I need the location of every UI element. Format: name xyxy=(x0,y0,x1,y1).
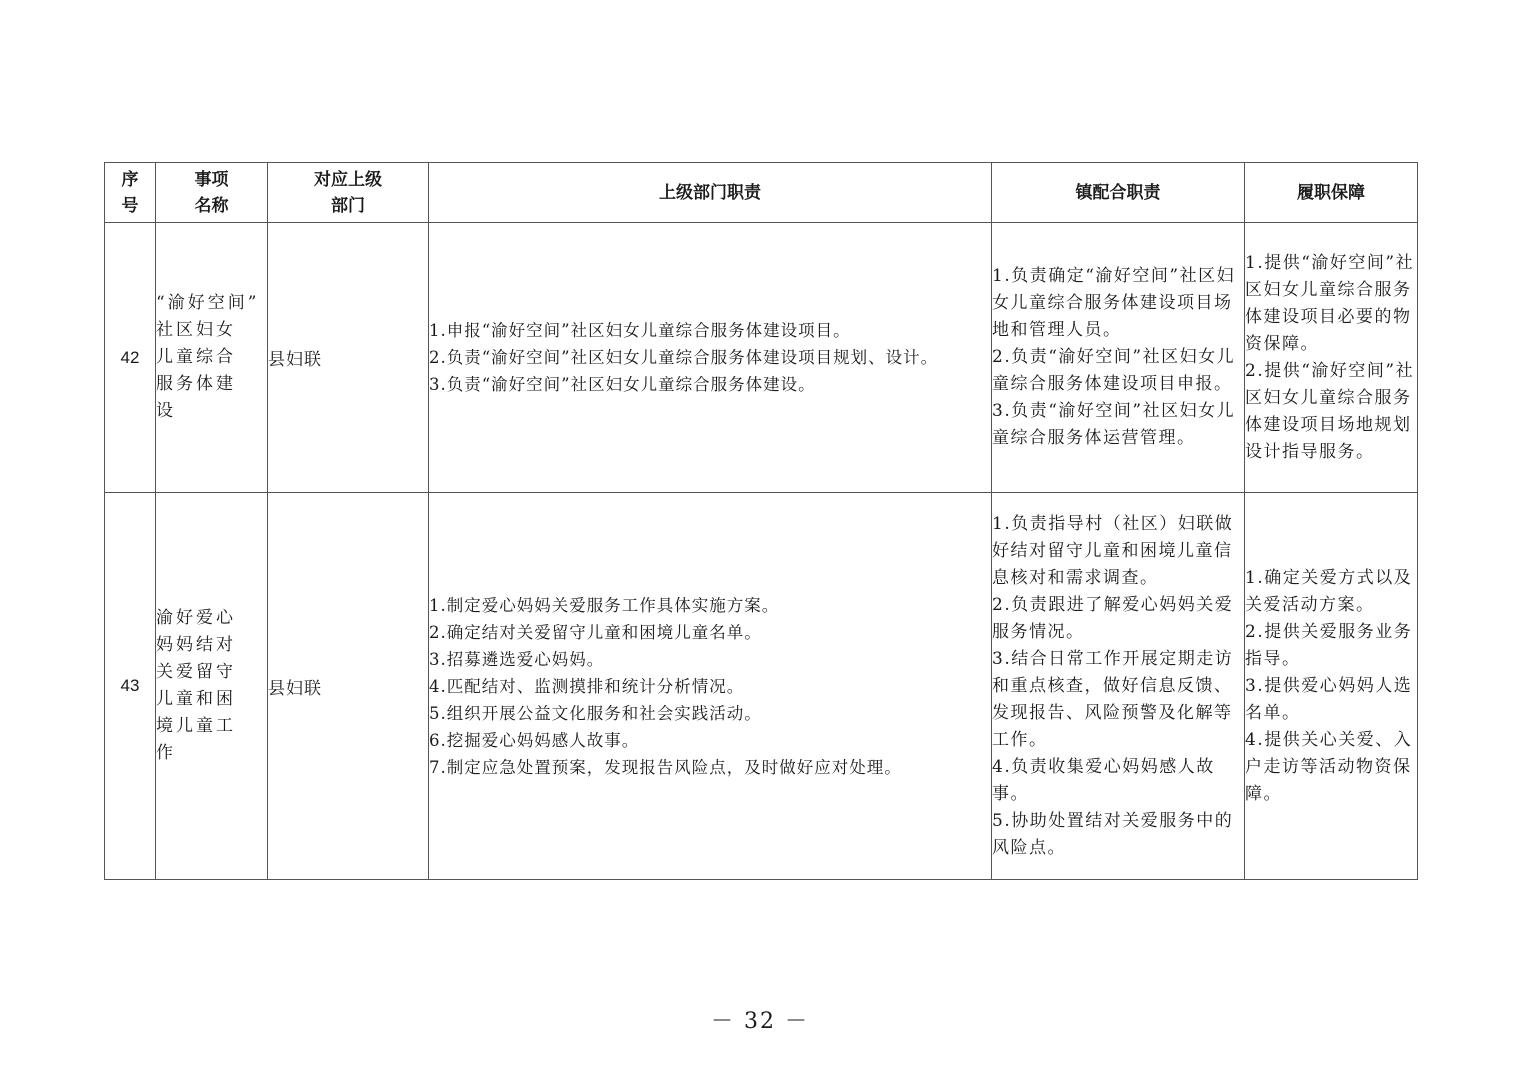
header-town-duty: 镇配合职责 xyxy=(992,163,1245,223)
row-guarantee: 1.确定关爱方式以及关爱活动方案。 2.提供关爱服务业务指导。 3.提供爱心妈妈人选名单。 4.提供关心关爱、入户走访等活动物资保障。 xyxy=(1245,493,1418,880)
page-number: － 32 － xyxy=(711,1009,809,1034)
row-dept: 县妇联 xyxy=(268,493,429,880)
row-upper-duty: 1.制定爱心妈妈关爱服务工作具体实施方案。 2.确定结对关爱留守儿童和困境儿童名单。 3.招募遴选爱心妈妈。 4.匹配结对、监测摸排和统计分析情况。 5.组织开展公益文化服务和社会实践活动。 6.挖掘爱心妈妈感人故事。 7.制定应急处置预案，发现报告风险点，及时做好应对处理。 xyxy=(429,493,992,880)
table-row xyxy=(105,223,1418,493)
header-name: 事项 名称 xyxy=(156,163,268,223)
table-header-row xyxy=(105,163,1418,223)
row-item-name: 渝好爱心 妈妈结对 关爱留守 儿童和困 境儿童工 作 xyxy=(156,493,268,880)
row-seq: 43 xyxy=(105,493,156,880)
table-row xyxy=(105,493,1418,880)
row-dept: 县妇联 xyxy=(268,223,429,493)
header-guarantee: 履职保障 xyxy=(1245,163,1418,223)
header-dept: 对应上级 部门 xyxy=(268,163,429,223)
duty-table xyxy=(104,162,1418,880)
row-upper-duty: 1.申报“渝好空间”社区妇女儿童综合服务体建设项目。 2.负责“渝好空间”社区妇女儿童综合服务体建设项目规划、设计。 3.负责“渝好空间”社区妇女儿童综合服务体建设。 xyxy=(429,223,992,493)
row-seq: 42 xyxy=(105,223,156,493)
row-town-duty: 1.负责确定“渝好空间”社区妇女儿童综合服务体建设项目场地和管理人员。 2.负责“渝好空间”社区妇女儿童综合服务体建设项目申报。 3.负责“渝好空间”社区妇女儿童综合服务体运营管理。 xyxy=(992,223,1245,493)
row-town-duty: 1.负责指导村（社区）妇联做好结对留守儿童和困境儿童信息核对和需求调查。 2.负责跟进了解爱心妈妈关爱服务情况。 3.结合日常工作开展定期走访和重点核查，做好信息反馈、发现报告、风险预警及化解等工作。 4.负责收集爱心妈妈感人故事。 5.协助处置结对关爱服务中的风险点。 xyxy=(992,493,1245,880)
row-guarantee: 1.提供“渝好空间”社区妇女儿童综合服务体建设项目必要的物资保障。 2.提供“渝好空间”社区妇女儿童综合服务体建设项目场地规划设计指导服务。 xyxy=(1245,223,1418,493)
header-seq: 序 号 xyxy=(105,163,156,223)
header-upper-duty: 上级部门职责 xyxy=(429,163,992,223)
row-item-name: “渝好空间” 社区妇女 儿童综合 服务体建 设 xyxy=(156,223,268,493)
